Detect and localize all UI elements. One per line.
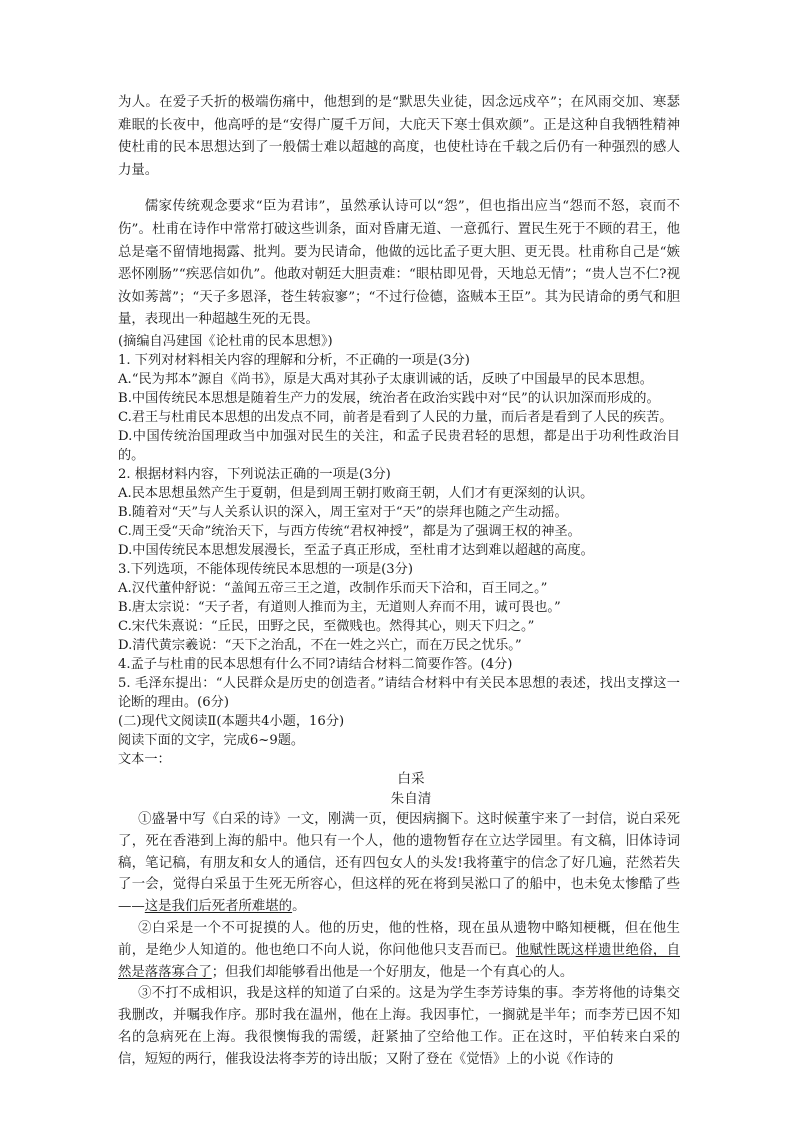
- article-paragraph-2: [118, 918, 680, 983]
- article-paragraph-1: [118, 809, 680, 918]
- paragraph-gap: [118, 182, 680, 196]
- material-paragraph-2: 儒家传统观念要求“臣为君讳”，虽然承认诗可以“怨”，但也指出应当“怨而不怒，哀而不伤”。杜甫在诗作中常常打破这些训条，面对昏庸无道、一意孤行、置民生死于不顾的君王，他总是毫不留情地揭露、批判。要为民请命，他做的远比孟子更大胆、更无畏。杜甫称自己是“嫉恶怀刚肠”“疾恶信如仇”。他敢对朝廷大胆责难：“眼枯即见骨，天地总无情”；“贵人岂不仁?视汝如莠蒿”；“天子多恩泽，苍生转寂寥”；“不过行俭德，盗贼本王臣”。其为民请命的勇气和胆量，表现出一种超越生死的无畏。: [118, 199, 680, 328]
- question-3-option-b: B.唐太宗说：“天子者，有道则人推而为主，无道则人弃而不用，诚可畏也。”: [118, 599, 561, 615]
- article-paragraph-1-end: 。: [292, 899, 306, 915]
- article-paragraph-1-text: ①盛暑中写《白采的诗》一文，刚满一页，便因病搁下。这时候董宇来了一封信，说白采死了，死在香港到上海的船中。他只有一个人，他的遗物暂存在立达学园里。有文稿，旧体诗词稿，笔记稿，有朋友和女人的通信，还有四包女人的头发!我将董宇的信念了好几遍，茫然若失了一会，觉得白采虽于生死无所容心，但这样的死在将到吴淞口了的船中，也未免太惨酷了些——: [118, 811, 680, 915]
- question-3-option-d: D.清代黄宗羲说：“天下之治乱，不在一姓之兴亡，而在万民之忧乐。”: [118, 637, 522, 653]
- text-label: 文本一：: [118, 751, 171, 767]
- question-5: 5. 毛泽东提出：“人民群众是历史的创造者。”请结合材料中有关民本思想的表述，找出支撑这一论断的理由。(6分): [118, 675, 680, 710]
- article-author: 朱自清: [390, 790, 432, 807]
- question-1: 1. 下列对材料相关内容的理解和分析，不正确的一项是(3分): [118, 352, 470, 368]
- question-1-option-b: B.中国传统民本思想是随着生产力的发展，统治者在政治实践中对“民”的认识加深而形成的。: [118, 390, 660, 406]
- material-paragraph-1: 为人。在爱子夭折的极端伤痛中，他想到的是“默思失业徒，因念远戍卒”；在风雨交加、寒瑟难眠的长夜中，他高呼的是“安得广厦千万间，大庇天下寒士俱欢颜”。正是这种自我牺牲精神使杜甫的民本思想达到了一般儒士难以超越的高度，也使杜诗在千载之后仍有一种强烈的感人力量。: [118, 95, 680, 178]
- material-source: (摘编自冯建国《论杜甫的民本思想》): [118, 333, 333, 349]
- question-3: 3.下列选项，不能体现传统民本思想的一项是(3分): [118, 561, 414, 577]
- document-page: [118, 92, 680, 1071]
- question-2: 2. 根据材料内容，下列说法正确的一项是(3分): [118, 466, 391, 482]
- article-paragraph-2-text: ②白采是一个不可捉摸的人。他的历史，他的性格，现在虽从遗物中略知梗概，但在他生前，是绝少人知道的。他也绝口不向人说，你问他他只支吾而已。: [118, 920, 680, 958]
- question-1-option-a: A.“民为邦本”源自《尚书》，原是大禹对其孙子太康训诫的话，反映了中国最早的民本思想。: [118, 371, 653, 387]
- section-instruction: 阅读下面的文字，完成6~9题。: [118, 732, 305, 748]
- question-3-option-a: A.汉代董仲舒说：“盖闻五帝三王之道，改制作乐而天下洽和，百王同之。”: [118, 580, 548, 596]
- section-heading: (二)现代文阅读Ⅱ(本题共4小题，16分): [118, 713, 345, 729]
- underlined-sentence-1: 这是我们后死者所难堪的: [144, 899, 293, 915]
- question-2-option-d: D.中国传统民本思想发展漫长，至孟子真正形成，至杜甫才达到难以超越的高度。: [118, 542, 594, 558]
- question-2-option-c: C.周王受“天命”统治天下，与西方传统“君权神授”，都是为了强调王权的神圣。: [118, 523, 581, 539]
- underlined-sentence-2: 他赋性既这样遗世绝俗，自然是落落寡合了: [118, 942, 681, 980]
- question-1-option-d: D.中国传统治国理政当中加强对民生的关注，和孟子民贵君轻的思想，都是出于功利性政治目的。: [118, 428, 680, 463]
- question-4: 4.孟子与杜甫的民本思想有什么不同?请结合材料二简要作答。(4分): [118, 656, 513, 672]
- article-paragraph-3: ③不打不成相识，我是这样的知道了白采的。这是为学生李芳诗集的事。李芳将他的诗集交我删改，并嘱我作序。那时我在温州，他在上海。我因事忙，一搁就是半年；而李芳已因不知名的急病死在上海。我很懊悔我的需缓，赶紧抽了空给他工作。正在这时，平伯转来白采的信，短短的两行，催我设法将李芳的诗出版；又附了登在《觉悟》上的小说《作诗的: [118, 986, 680, 1067]
- article-paragraph-2-end: ；但我们却能够看出他是一个好朋友，他是一个有真心的人。: [211, 964, 574, 980]
- article-title: 白采: [397, 770, 425, 787]
- question-2-option-a: A.民本思想虽然产生于夏朝，但是到周王朝打败商王朝，人们才有更深刻的认识。: [118, 485, 594, 501]
- question-3-option-c: C.宋代朱熹说：“丘民，田野之民，至微贱也。然得其心，则天下归之。”: [118, 618, 535, 634]
- question-2-option-b: B.随着对“天”与人关系认识的深入，周王室对于“天”的崇拜也随之产生动摇。: [118, 504, 568, 520]
- question-1-option-c: C.君王与杜甫民本思想的出发点不同，前者是看到了人民的力量，而后者是看到了人民的疾苦。: [118, 409, 673, 425]
